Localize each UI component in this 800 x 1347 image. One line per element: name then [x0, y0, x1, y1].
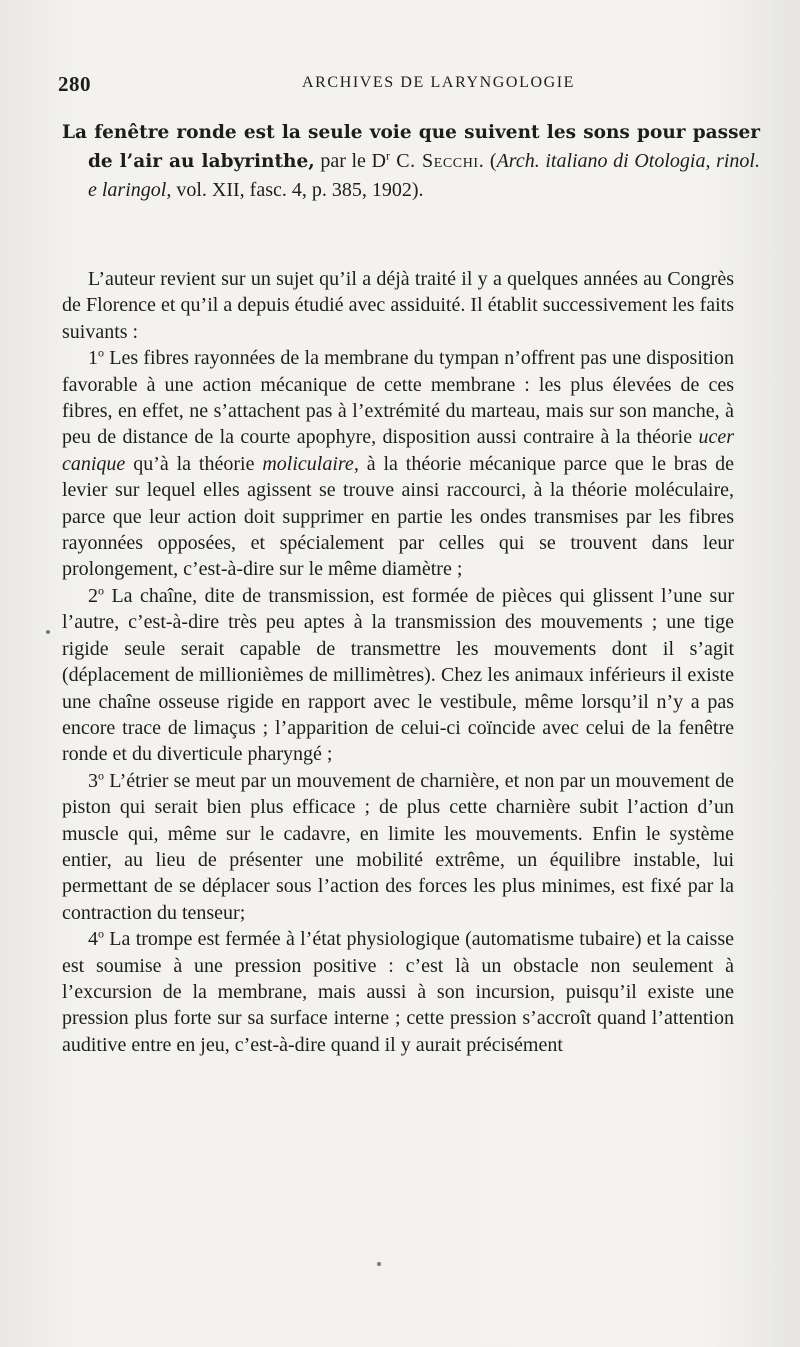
paragraph-1-italic-1: ucer canique: [62, 426, 734, 475]
paragraph-4: [62, 926, 734, 1058]
author-name: C. Secchi.: [389, 150, 485, 172]
page-header: [58, 72, 742, 102]
reference-open: (: [484, 150, 497, 172]
ordinal-mark: o: [98, 768, 104, 783]
margin-dot: [46, 630, 50, 634]
paragraph-1-italic-2: moliculaire: [262, 452, 354, 475]
ordinal-mark: o: [98, 926, 104, 941]
article-body: [62, 266, 734, 1058]
paragraph-4-text: La trompe est fermée à l’état physiologique (automatisme tubaire) et la caisse est soumise à une pression positive : c’est là un obstacle non seulement à l’excursion de la membrane, mais aussi à son incursion, puisqu’il existe une pression plus forte sur sa surface interne ; cette pression s’accroît quand l’attention auditive entre en jeu, c’est-à-dire quand il y aurait précisément: [62, 928, 734, 1056]
author-prefix: par le D: [314, 150, 386, 172]
journal-name: Arch. italiano di Otologia, rinol. e laringol,: [88, 150, 760, 201]
paragraph-1-text-c: , à la théorie mécanique parce que le bras de levier sur lequel elles agissent se trouve ainsi raccourci, à la théorie moléculaire, parce que leur action doit supprimer en partie les ondes transmises par les fibres rayonnées opposées, et spécialement par celles qui se trouvent dans leur prolongement, c’est-à-dire sur le même diamètre ;: [62, 452, 734, 581]
paragraph-1-text-a: Les fibres rayonnées de la membrane du tympan n’offrent pas une disposition favorable à une action mécanique de cette membrane : les plus élevées de ces fibres, en effet, ne s’attachent pas à l’extrémité du marteau, mais sur son manche, à peu de distance de la courte apophyre, disposition aussi contraire à la théorie: [62, 347, 734, 449]
paragraph-1-number: 1: [88, 347, 98, 370]
paragraph-2-text: La chaîne, dite de transmission, est formée de pièces qui glissent l’une sur l’autre, c’est-à-dire très peu aptes à la transmission des mouvements ; une tige rigide seule serait capable de transmettre les mouvements dont il s’agit (déplacement de millionièmes de millimètres). Chez les animaux inférieurs il existe une chaîne osseuse rigide en rapport avec le vestibule, même lorsqu’il n’y a pas encore trace de limaçus ; l’apparition de celui-ci coïncide avec celui de la fenêtre ronde et du diverticule pharyngé ;: [62, 584, 734, 766]
reference-close: ).: [411, 179, 424, 201]
article-title: La fenêtre ronde est la seule voie que suivent les sons pour passer de l’air au labyrinthe,: [62, 122, 760, 172]
paragraph-2: [62, 583, 734, 768]
paragraph-4-number: 4: [88, 928, 98, 951]
paragraph-3-number: 3: [88, 769, 98, 792]
paragraph-1: [62, 345, 734, 583]
ordinal-mark: o: [98, 583, 104, 598]
reference-details: vol. XII, fasc. 4, p. 385, 1902: [171, 179, 412, 201]
paragraph-3-text: L’étrier se meut par un mouvement de charnière, et non par un mouvement de piston qui serait bien plus efficace ; de plus cette charnière subit l’action d’un muscle qui, même sur le cadavre, en limite les mouvements. Enfin le système entier, au lieu de présenter une mobilité extrême, un équilibre instable, lui permettant de se déplacer sous l’action des forces les plus minimes, est fixé par la contraction du tenseur;: [62, 769, 734, 924]
running-title: ARCHIVES DE LARYNGOLOGIE: [302, 74, 576, 91]
intro-paragraph: L’auteur revient sur un sujet qu’il a déjà traité il y a quelques années au Congrès de Florence et qu’il a depuis étudié avec assiduité. Il établit successivement les faits suivants :: [62, 268, 734, 343]
bottom-mark: [377, 1262, 381, 1266]
paragraph-1-text-b: qu’à la théorie: [125, 452, 263, 475]
paragraph-2-number: 2: [88, 584, 98, 607]
page-number: 280: [58, 72, 91, 96]
author-prefix-sup: r: [385, 148, 390, 163]
ordinal-mark: o: [98, 345, 104, 360]
article-citation: [62, 118, 760, 204]
paragraph-3: [62, 768, 734, 926]
